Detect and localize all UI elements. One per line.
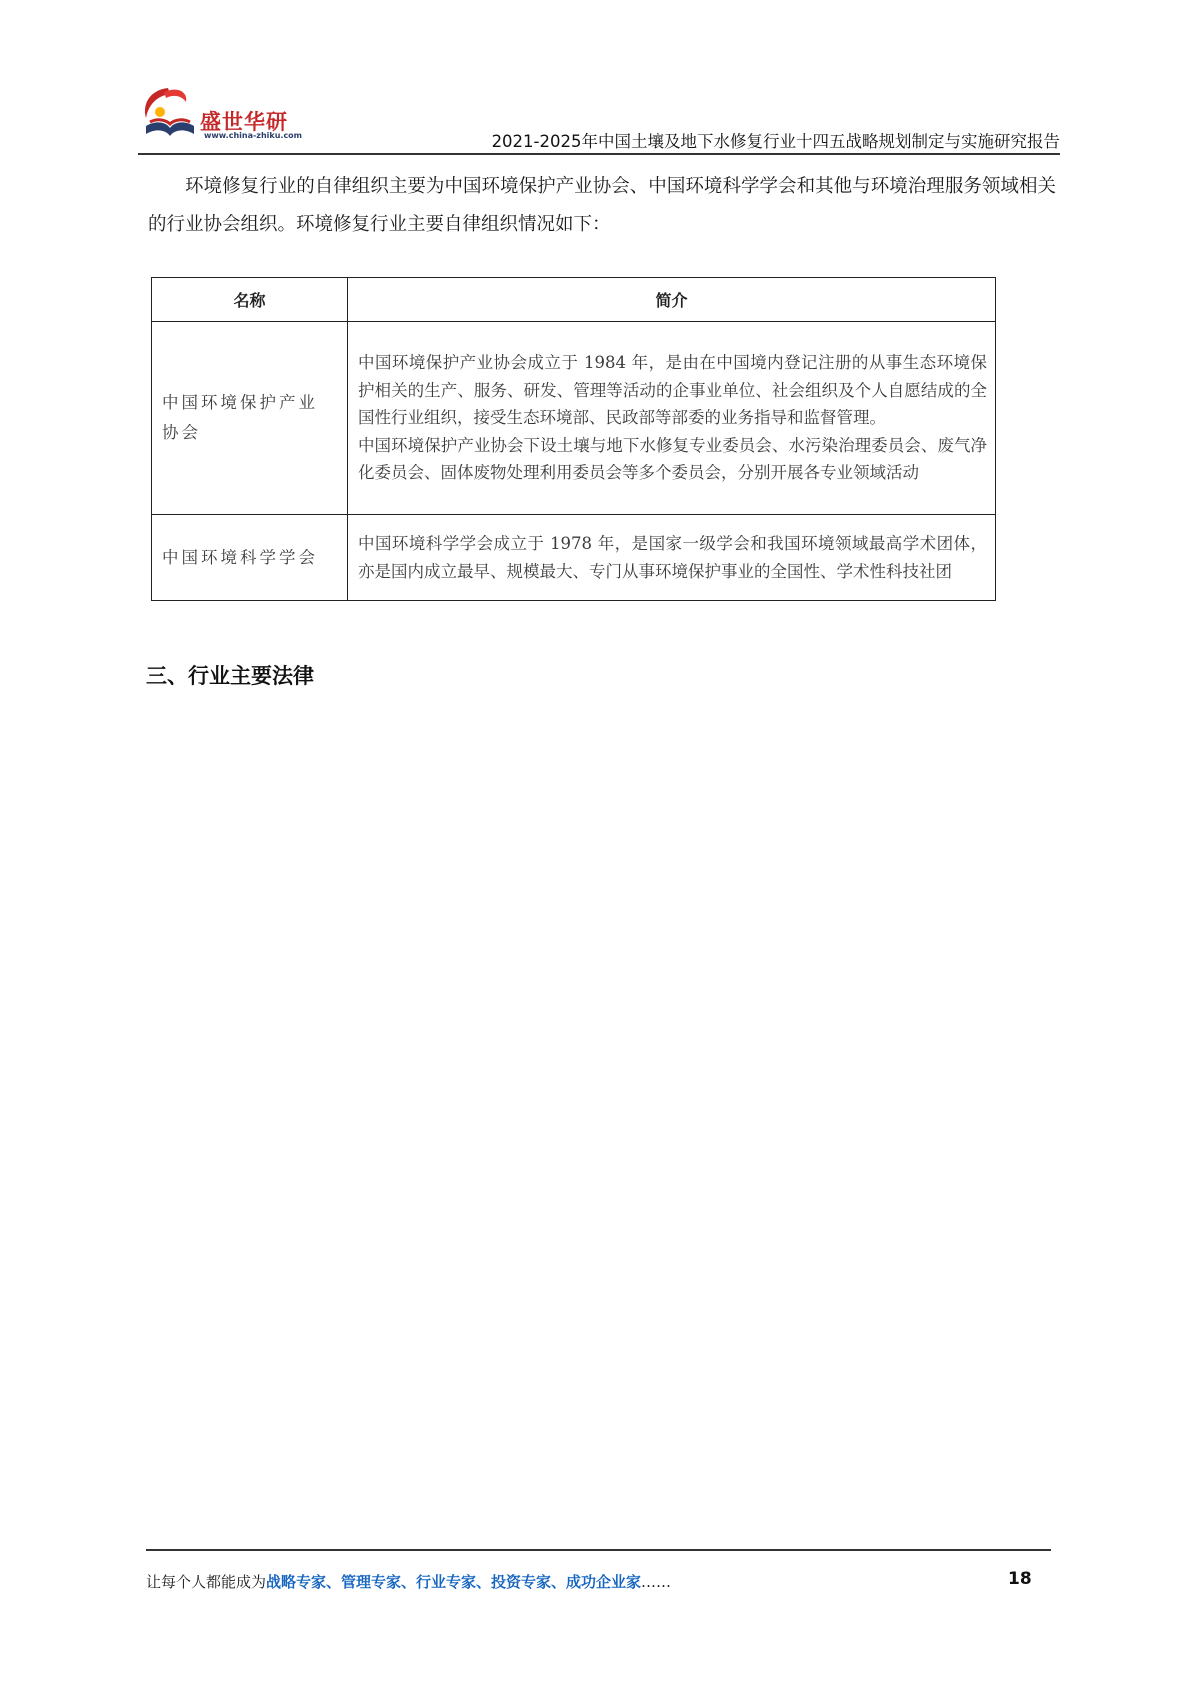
- column-header-desc: 简介: [348, 278, 996, 322]
- slogan-prefix: 让每个人都能成为: [146, 1573, 267, 1591]
- table-row: [152, 322, 996, 515]
- section-heading: 三、行业主要法律: [146, 664, 314, 688]
- org-desc-cell: [348, 322, 996, 515]
- header-divider: [138, 153, 1060, 155]
- organizations-table: [151, 277, 996, 601]
- org-desc-cell: [348, 515, 996, 601]
- org-desc-paragraph: 中国环境科学学会成立于 1978 年，是国家一级学会和我国环境领域最高学术团体，亦是国内成立最早、规模最大、专门从事环境保护事业的全国性、学术性科技社团: [358, 534, 987, 581]
- footer-divider: [146, 1549, 1051, 1551]
- org-name-cell: 中国环境保护产业协会: [152, 322, 348, 515]
- org-name-cell: 中国环境科学学会: [152, 515, 348, 601]
- page-number: 18: [1008, 1569, 1032, 1589]
- footer-slogan: [146, 1571, 671, 1592]
- column-header-name: 名称: [152, 278, 348, 322]
- table-row: [152, 515, 996, 601]
- slogan-highlight: 战略专家、管理专家、行业专家、投资专家、成功企业家: [266, 1573, 642, 1591]
- org-desc-paragraph: 中国环境保护产业协会成立于 1984 年，是由在中国境内登记注册的从事生态环境保护相关的生产、服务、研发、管理等活动的企事业单位、社会组织及个人自愿结成的全国性行业组织，接受生态环境部、民政部等部委的业务指导和监督管理。: [358, 353, 987, 428]
- company-logo: [138, 78, 308, 148]
- logo-name: 盛世华研: [200, 110, 288, 134]
- logo-book-icon: [138, 82, 202, 146]
- page-header: [138, 78, 1060, 156]
- intro-paragraph: 环境修复行业的自律组织主要为中国环境保护产业协会、中国环境科学学会和其他与环境治理服务领域相关的行业协会组织。环境修复行业主要自律组织情况如下：: [148, 176, 1056, 235]
- table-header-row: [152, 278, 996, 322]
- logo-url: www.china-zhiku.com: [204, 131, 303, 140]
- org-desc-paragraph: 中国环境保护产业协会下设土壤与地下水修复专业委员会、水污染治理委员会、废气净化委员会、固体废物处理利用委员会等多个委员会，分别开展各专业领域活动: [358, 435, 987, 483]
- report-title: 2021-2025年中国土壤及地下水修复行业十四五战略规划制定与实施研究报告: [491, 132, 1060, 151]
- slogan-suffix: ……: [641, 1573, 672, 1591]
